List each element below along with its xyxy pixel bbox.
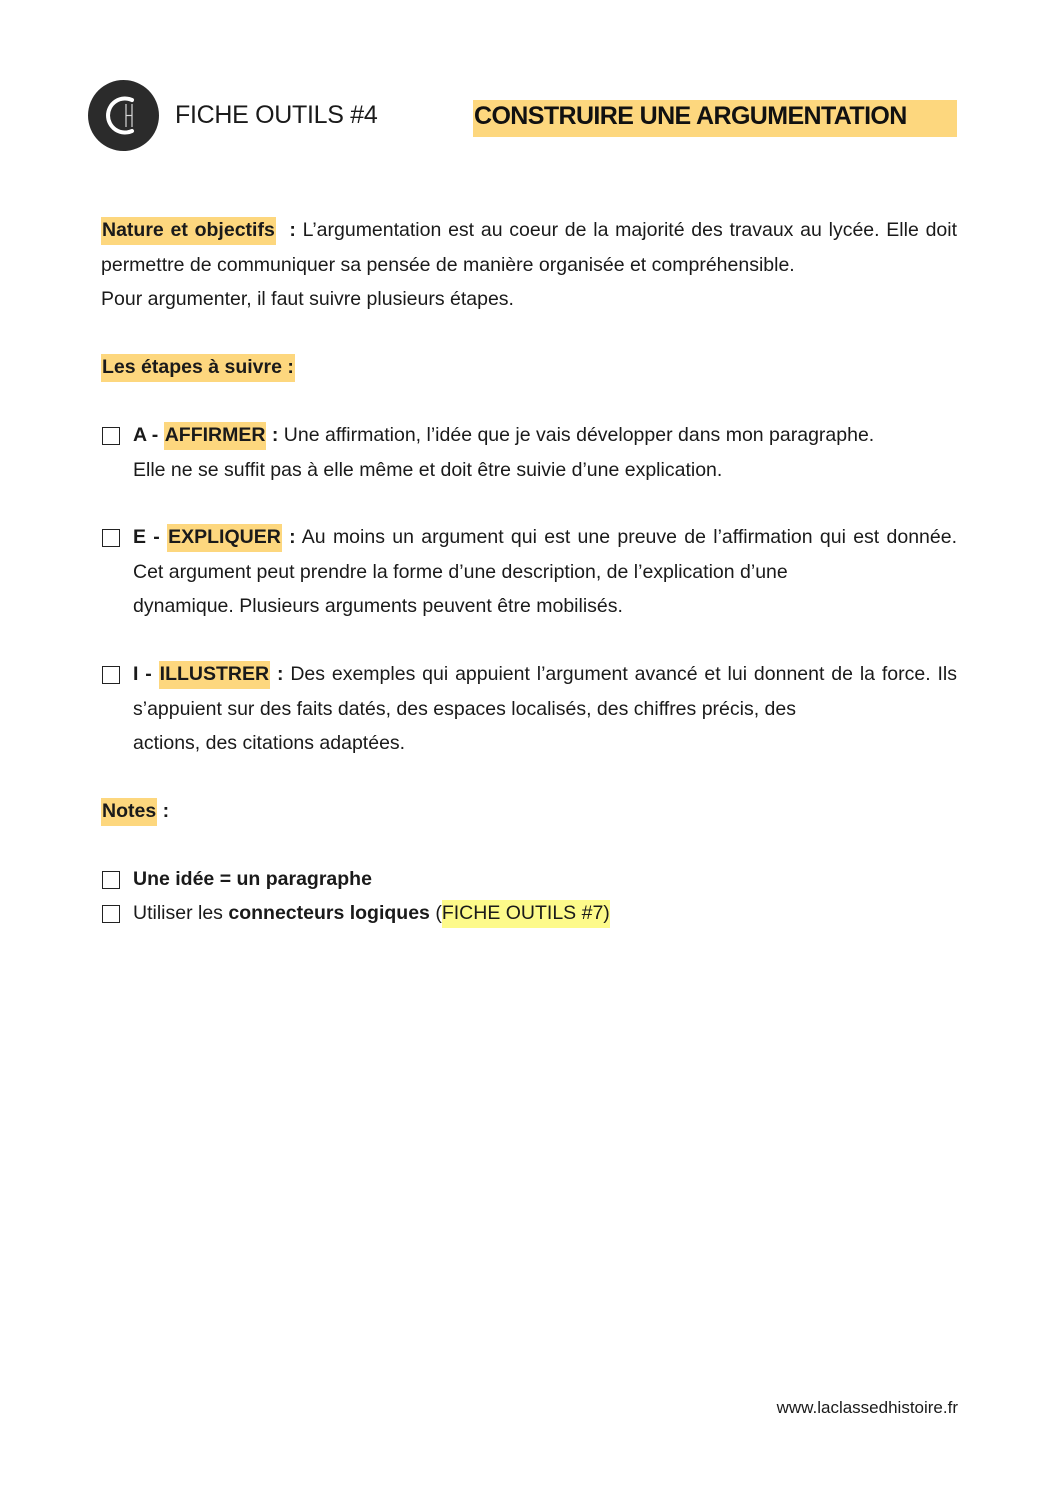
step-illustrer-checkbox[interactable] <box>102 666 120 684</box>
step-text-last: dynamique. Plusieurs arguments peuvent être mobilisés. <box>133 595 623 617</box>
intro-label: Nature et objectifs <box>101 217 276 245</box>
note-item: Une idée = un paragraphe <box>133 868 372 890</box>
step-text: Des exemples qui appuient l’argument avancé et lui donnent de la force. Ils s’appuient sur des faits datés, des espaces localisés, des chiffres précis, des <box>133 663 958 720</box>
step-text: Au moins un argument qui est une preuve de l’affirmation qui est donnée. Cet argument peut prendre la forme d’une description, de l’explication d’une <box>133 526 957 583</box>
intro-text-last: Pour argumenter, il faut suivre plusieurs étapes. <box>101 288 514 310</box>
note-checkbox[interactable] <box>102 871 120 889</box>
step-text-last: Elle ne se suffit pas à elle même et doit être suivie d’une explication. <box>133 458 723 481</box>
step-affirmer: A - AFFIRMER : Une affirmation, l’idée que je vais développer dans mon paragraphe. Elle ne se suffit pas à elle même et doit être suivie d’une explication. <box>133 418 957 487</box>
fiche-label: FICHE OUTILS #4 <box>175 101 378 129</box>
step-keyword: EXPLIQUER <box>167 524 282 552</box>
step-illustrer: I - ILLUSTRER : Des exemples qui appuient l’argument avancé et lui donnent de la force. Ils s’appuient sur des faits datés, des espaces localisés, des chiffres précis, des actions, des citations adaptées. <box>133 657 957 761</box>
site-logo <box>88 80 159 151</box>
reference-link[interactable]: FICHE OUTILS #7) <box>442 900 610 928</box>
steps-heading: Les étapes à suivre : <box>101 350 295 384</box>
page-title: CONSTRUIRE UNE ARGUMENTATION <box>474 102 907 130</box>
step-expliquer: E - EXPLIQUER : Au moins un argument qui est une preuve de l’affirmation qui est donnée. Cet argument peut prendre la forme d’une description, de l’explication d’une dynamique. Plusieurs arguments peuvent être mobilisés. <box>133 520 957 624</box>
logo-mark-icon <box>88 80 159 151</box>
intro-paragraph: Nature et objectifs : L’argumentation est au coeur de la majorité des travaux au lycée. Elle doit permettre de communiquer sa pensée de manière organisée et compréhensible. Pour argumenter, il faut suivre plusieurs étapes. <box>101 213 957 317</box>
step-expliquer-checkbox[interactable] <box>102 529 120 547</box>
step-text-last: actions, des citations adaptées. <box>133 732 406 754</box>
step-keyword: AFFIRMER <box>164 422 267 450</box>
step-text: Une affirmation, l’idée que je vais développer dans mon paragraphe. <box>278 424 875 446</box>
note-checkbox[interactable] <box>102 905 120 923</box>
notes-heading: Notes : <box>101 794 169 828</box>
step-keyword: ILLUSTRER <box>159 661 270 689</box>
intro-text: L’argumentation est au coeur de la majorité des travaux au lycée. Elle doit permettre de communiquer sa pensée de manière organisée et compréhensible. <box>101 219 958 276</box>
step-affirmer-checkbox[interactable] <box>102 427 120 445</box>
footer-website[interactable]: www.laclassedhistoire.fr <box>776 1398 958 1417</box>
note-item: Utiliser les connecteurs logiques (FICHE OUTILS #7) <box>133 896 610 930</box>
